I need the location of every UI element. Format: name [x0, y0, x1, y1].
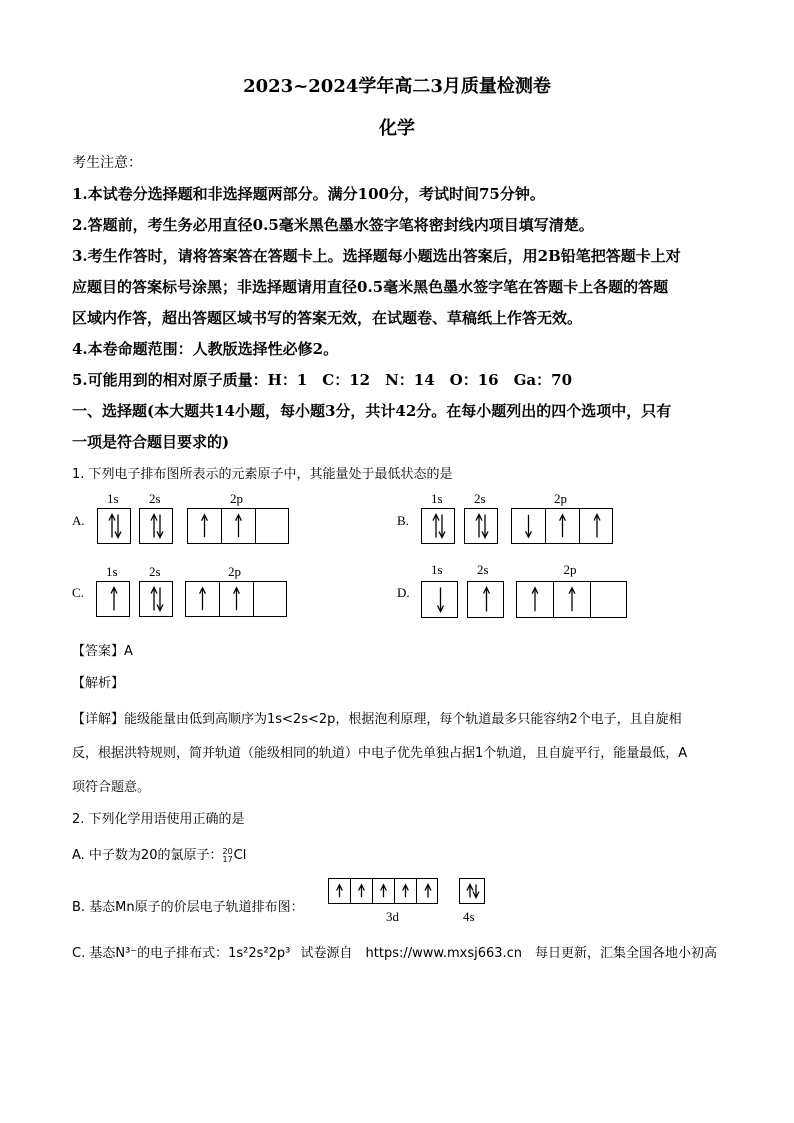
electron-arrows: [395, 879, 416, 903]
notice-line-4: 应题目的答案标号涂黑；非选择题请用直径0.5毫米黑色墨水签字笔在答题卡上各题的答题: [72, 278, 669, 296]
question-2-stem: 2. 下列化学用语使用正确的是: [72, 812, 245, 827]
orbital-cell: [465, 509, 499, 543]
orbital-cell: [254, 582, 288, 616]
orbital-cell: [351, 879, 373, 903]
option-c-text: C. 基态N³⁻的电子排布式：1s²2s²2p³: [72, 946, 291, 961]
electron-arrows: [546, 509, 579, 543]
orbital-cell: [468, 582, 505, 617]
option-b-letter: B.: [397, 513, 409, 528]
notice-line-1: 1.本试卷分选择题和非选择题两部分。满分100分，考试时间75分钟。: [72, 185, 545, 203]
orbital-box-2s: [467, 581, 504, 618]
electron-arrows: [97, 582, 131, 616]
orbital-cell: [422, 582, 459, 617]
notice-line-5: 区域内作答，超出答题区域书写的答案无效，在试题卷、草稿纸上作答无效。: [72, 309, 583, 327]
orbital-cell: [591, 582, 628, 617]
orbital-label-2s: 2s: [149, 564, 161, 579]
orbital-label-2s: 2s: [477, 562, 489, 577]
orbital-cell: [97, 582, 131, 616]
electron-arrows: [373, 879, 394, 903]
orbital-label-3d: 3d: [386, 909, 399, 924]
notice-line-6: 4.本卷命题范围：人教版选择性必修2。: [72, 340, 339, 358]
question-1-detail-line-1: 【详解】能级能量由低到高顺序为1s<2s<2p，根据泡利原理，每个轨道最多只能容纳2个电子，且自旋相: [72, 712, 682, 727]
electron-arrows: [140, 509, 174, 543]
orbital-label-4s: 4s: [463, 909, 475, 924]
orbital-box-1s: [421, 508, 455, 544]
orbital-box-3d: [328, 878, 438, 904]
notice-line-2: 2.答题前，考生务必用直径0.5毫米黑色墨水签字笔将密封线内项目填写清楚。: [72, 216, 594, 234]
orbital-box-2s: [464, 508, 498, 544]
question-1-detail-line-2: 反，根据洪特规则，简并轨道（能级相同的轨道）中电子优先单独占据1个轨道，且自旋平行，能量最低，A: [72, 746, 688, 761]
orbital-label-2p: 2p: [563, 562, 577, 577]
electron-arrows: [329, 879, 350, 903]
notice-line-3: 3.考生作答时，请将答案答在答题卡上。选择题每小题选出答案后，用2B铅笔把答题卡上对: [72, 247, 681, 265]
orbital-box-1s: [96, 581, 130, 617]
electron-arrows: [517, 582, 553, 617]
watermark: 试卷源自 https://www.mxsj663.cn 每日更新，汇集全国各地小初高: [300, 946, 718, 961]
orbital-cell: [188, 509, 222, 543]
orbital-label-2s: 2s: [149, 491, 161, 506]
orbital-cell: [460, 879, 486, 903]
orbital-box-2p: [185, 581, 287, 617]
orbital-cell: [417, 879, 439, 903]
electron-arrows: [465, 509, 499, 543]
question-2-option-b-text: B. 基态Mn原子的价层电子轨道排布图：: [72, 900, 304, 915]
option-c-letter: C.: [72, 585, 84, 600]
orbital-cell: [256, 509, 290, 543]
orbital-cell: [554, 582, 591, 617]
orbital-label-2p: 2p: [228, 564, 241, 579]
orbital-label-2s: 2s: [474, 491, 486, 506]
option-a-text: A. 中子数为20的氯原子：: [72, 848, 223, 863]
question-1-answer: 【答案】A: [72, 644, 133, 659]
orbital-label-1s: 1s: [107, 491, 119, 506]
orbital-label-1s: 1s: [106, 564, 118, 579]
electron-arrows: [512, 509, 545, 543]
orbital-cell: [395, 879, 417, 903]
option-a-letter: A.: [72, 513, 85, 528]
orbital-cell: [140, 509, 174, 543]
electron-arrows: [468, 582, 505, 617]
page-title: 2023~2024学年高二3月质量检测卷: [243, 76, 551, 97]
option-d-letter: D.: [397, 585, 410, 600]
mass-number: 20: [222, 846, 233, 856]
orbital-cell: [140, 582, 174, 616]
orbital-label-1s: 1s: [431, 491, 443, 506]
orbital-cell: [580, 509, 614, 543]
notice-line-7: 5.可能用到的相对原子质量：H：1 C：12 N：14 O：16 Ga：70: [72, 371, 573, 389]
orbital-cell: [186, 582, 220, 616]
orbital-label-1s: 1s: [431, 562, 443, 577]
section-heading-line-2: 一项是符合题目要求的): [72, 433, 230, 451]
orbital-cell: [98, 509, 132, 543]
orbital-label-2p: 2p: [230, 491, 243, 506]
orbital-box-1s: [421, 581, 458, 618]
electron-arrows: [186, 582, 219, 616]
orbital-box-2p: [187, 508, 289, 544]
electron-arrows: [222, 509, 255, 543]
electron-arrows: [351, 879, 372, 903]
question-2-option-c: [72, 942, 717, 961]
orbital-box-1s: [97, 508, 131, 544]
orbital-box-2s: [139, 581, 173, 617]
nuclide-numbers: [222, 848, 232, 864]
electron-arrows: [554, 582, 590, 617]
orbital-label-2p: 2p: [554, 491, 567, 506]
orbital-cell: [512, 509, 546, 543]
electron-arrows: [220, 582, 253, 616]
section-heading-line-1: 一、选择题(本大题共14小题，每小题3分，共计42分。在每小题列出的四个选项中，只有: [72, 402, 672, 420]
subject-title: 化学: [379, 118, 415, 139]
electron-arrows: [256, 509, 290, 543]
orbital-box-2p: [511, 508, 613, 544]
electron-arrows: [188, 509, 221, 543]
atomic-number: 17: [222, 854, 233, 864]
electron-arrows: [254, 582, 288, 616]
electron-arrows: [422, 509, 456, 543]
electron-arrows: [591, 582, 628, 617]
orbital-cell: [222, 509, 256, 543]
orbital-box-2p: [516, 581, 627, 618]
orbital-cell: [517, 582, 554, 617]
orbital-cell: [373, 879, 395, 903]
question-1-stem: 1. 下列电子排布图所表示的元素原子中，其能量处于最低状态的是: [72, 467, 453, 482]
orbital-cell: [329, 879, 351, 903]
electron-arrows: [580, 509, 614, 543]
orbital-cell: [422, 509, 456, 543]
electron-arrows: [417, 879, 439, 903]
orbital-box-4s: [459, 878, 485, 904]
electron-arrows: [98, 509, 132, 543]
orbital-box-2s: [139, 508, 173, 544]
electron-arrows: [460, 879, 486, 903]
orbital-cell: [546, 509, 580, 543]
question-1-detail-line-3: 项符合题意。: [72, 780, 151, 795]
electron-arrows: [140, 582, 174, 616]
question-1-analysis-label: 【解析】: [72, 676, 125, 691]
notice-heading: 考生注意：: [72, 155, 142, 171]
element-symbol: Cl: [233, 848, 247, 863]
electron-arrows: [422, 582, 459, 617]
question-2-option-a: [72, 844, 246, 864]
orbital-cell: [220, 582, 254, 616]
